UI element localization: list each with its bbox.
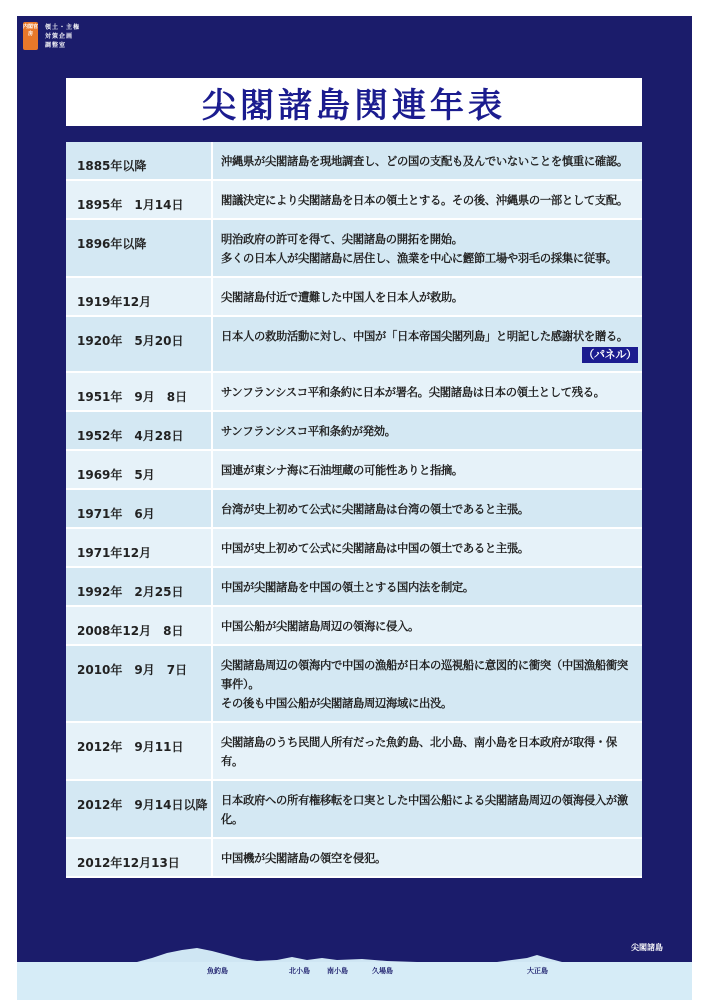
description-line: 日本人の救助活動に対し、中国が「日本帝国尖閣列島」と明記した感謝状を贈る。 [221,330,628,343]
timeline-date: 1971年12月 [77,546,152,560]
timeline-date: 1885年以降 [77,159,147,173]
timeline-row [66,839,642,878]
timeline-date: 2008年12月 8日 [77,624,184,638]
timeline-row [66,373,642,412]
timeline-row [66,607,642,646]
timeline-description [211,529,642,566]
description-line: 閣議決定により尖閣諸島を日本の領土とする。その後、沖縄県の一部として支配。 [221,194,628,207]
timeline-row [66,412,642,451]
timeline-description [211,646,642,721]
timeline-row [66,568,642,607]
timeline-date: 2012年 9月11日 [77,740,184,754]
timeline-date: 1969年 5月 [77,468,155,482]
org-line: 調整室 [45,42,67,49]
page-title: 尖閣諸島関連年表 [202,85,506,126]
title-banner [66,78,642,126]
timeline-description [211,451,642,488]
timeline-description [211,181,642,218]
description-line: 尖閣諸島のうち民間人所有だった魚釣島、北小島、南小島を日本政府が取得・保有。 [221,736,617,768]
description-line: サンフランシスコ平和条約に日本が署名。尖閣諸島は日本の領土として残る。 [221,386,605,399]
description-line: 台湾が史上初めて公式に尖閣諸島は台湾の領土であると主張。 [221,503,529,516]
timeline-description [211,278,642,315]
timeline-description [211,490,642,527]
island-label: 南小島 [327,967,348,975]
org-line: 領土・主権 [45,24,81,31]
timeline-date: 1992年 2月25日 [77,585,184,599]
island-label: 久場島 [372,967,393,975]
timeline-date: 1952年 4月28日 [77,429,184,443]
timeline-description [211,220,642,276]
cabinet-logo: 内閣官房 [23,22,38,50]
timeline-date: 1895年 1月14日 [77,198,184,212]
timeline-row [66,142,642,181]
description-line: 沖縄県が尖閣諸島を現地調査し、どの国の支配も及んでいないことを慎重に確認。 [221,155,628,168]
poster [17,16,692,1000]
description-line: 明治政府の許可を得て、尖閣諸島の開拓を開始。 [221,233,463,246]
timeline-date: 1919年12月 [77,295,152,309]
timeline-date: 2010年 9月 7日 [77,663,188,677]
timeline-description [211,839,642,876]
description-line: 中国が史上初めて公式に尖閣諸島は中国の領土であると主張。 [221,542,529,555]
timeline-row [66,646,642,723]
timeline-description [211,142,642,179]
description-line: 中国が尖閣諸島を中国の領土とする国内法を制定。 [221,581,474,594]
timeline-row [66,181,642,220]
timeline-date: 1971年 6月 [77,507,155,521]
timeline-date: 2012年 9月14日以降 [77,798,208,812]
timeline-row [66,490,642,529]
panel-tag: （パネル） [583,348,637,361]
timeline-row [66,278,642,317]
description-line: 多くの日本人が尖閣諸島に居住し、漁業を中心に鰹節工場や羽毛の採集に従事。 [221,252,617,265]
timeline-description [211,317,642,371]
timeline-row [66,529,642,568]
timeline-row [66,220,642,278]
timeline-table [66,142,642,878]
island-label: 魚釣島 [207,967,228,975]
timeline-description [211,412,642,449]
timeline-description [211,373,642,410]
description-line: 国連が東シナ海に石油埋蔵の可能性ありと指摘。 [221,464,463,477]
timeline-description [211,568,642,605]
description-line: 中国公船が尖閣諸島周辺の領海に侵入。 [221,620,419,633]
org-name [45,23,80,50]
timeline-row [66,451,642,490]
footer-band [17,962,692,1000]
timeline-description [211,607,642,644]
archipelago-title: 尖閣諸島 [631,943,663,952]
timeline-row [66,723,642,781]
description-line: 尖閣諸島周辺の領海内で中国の漁船が日本の巡視船に意図的に衝突（中国漁船衝突事件）。 [221,659,628,691]
description-line: 尖閣諸島付近で遭難した中国人を日本人が救助。 [221,291,463,304]
description-line: サンフランシスコ平和条約が発効。 [221,425,396,438]
description-line: 日本政府への所有権移転を口実とした中国公船による尖閣諸島周辺の領海侵入が激化。 [221,794,628,826]
org-line: 対策企画 [45,33,74,40]
island-label: 大正島 [527,967,548,975]
timeline-row [66,317,642,373]
island-label: 北小島 [289,967,310,975]
timeline-row [66,781,642,839]
timeline-description [211,723,642,779]
description-line: 中国機が尖閣諸島の領空を侵犯。 [221,852,386,865]
timeline-date: 1896年以降 [77,237,147,251]
timeline-date: 1951年 9月 8日 [77,390,188,404]
timeline-date: 1920年 5月20日 [77,334,184,348]
timeline-date: 2012年12月13日 [77,856,180,870]
timeline-description [211,781,642,837]
description-line: その後も中国公船が尖閣諸島周辺海域に出没。 [221,697,452,710]
